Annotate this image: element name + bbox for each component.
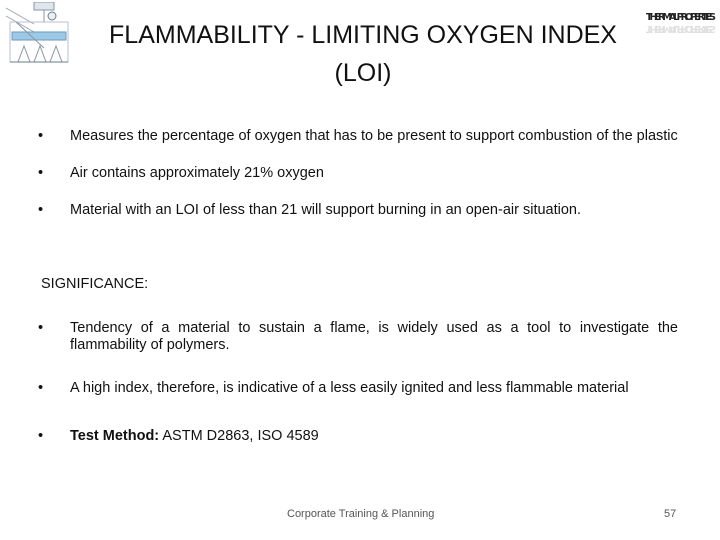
bullet-marker: • [38, 202, 44, 218]
bullet-text: Air contains approximately 21% oxygen [70, 165, 324, 181]
test-method-value: ASTM D2863, ISO 4589 [159, 428, 319, 444]
slide-title [78, 16, 648, 92]
logo-text: THERMAL PROPERTIES [646, 12, 716, 23]
title-line-2: (LOI) [334, 59, 392, 87]
list-item [38, 165, 678, 182]
bullet-text: A high index, therefore, is indicative of a less easily ignited and less flammable material [70, 380, 629, 396]
bullet-text: Material with an LOI of less than 21 will support burning in an open-air situation. [70, 202, 582, 218]
list-item [38, 428, 678, 445]
test-method-label: Test Method: [70, 428, 160, 444]
loi-apparatus-diagram-icon [4, 2, 74, 68]
bullet-marker: • [38, 320, 44, 336]
bullet-text: Tendency of a material to sustain a flame, is widely used as a tool to investigate the flammability of polymers. [70, 320, 678, 353]
list-item [38, 128, 678, 145]
bullet-text: Measures the percentage of oxygen that has to be present to support combustion of the plastic [70, 128, 678, 144]
title-line-1: FLAMMABILITY - LIMITING OXYGEN INDEX [109, 21, 617, 49]
bullet-marker: • [38, 128, 44, 144]
thermal-properties-logo [645, 6, 717, 42]
bullet-list-top [38, 128, 678, 219]
footer-text: Corporate Training & Planning [287, 508, 435, 520]
page-number: 57 [664, 508, 677, 520]
bullet-marker: • [38, 428, 44, 444]
section-heading: SIGNIFICANCE: [41, 276, 149, 292]
bullet-marker: • [38, 380, 44, 396]
logo-reflection: THERMAL PROPERTIES [646, 23, 716, 34]
bullet-text [70, 428, 678, 445]
bullet-marker: • [38, 165, 44, 181]
bullet-list-significance [38, 320, 678, 445]
list-item [38, 202, 678, 219]
list-item [38, 320, 678, 354]
list-item [38, 380, 678, 397]
